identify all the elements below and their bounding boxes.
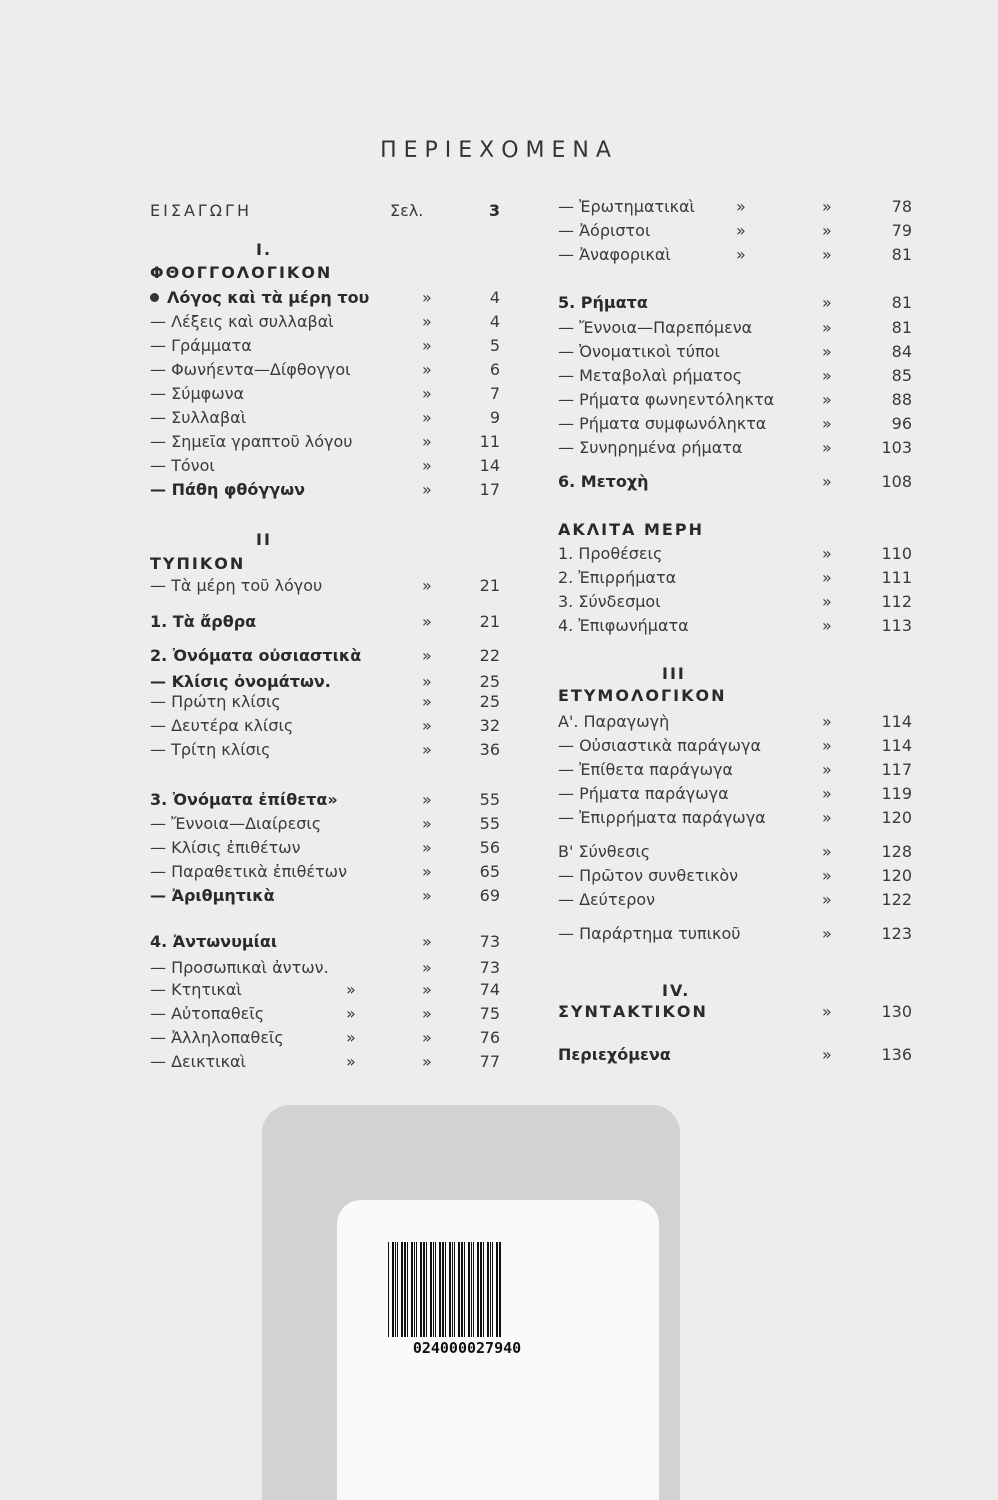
- entry-mid-mark: »: [736, 245, 746, 264]
- entry-raquo: »: [422, 862, 432, 881]
- entry-raquo: »: [822, 712, 832, 731]
- entry-raquo: »: [822, 736, 832, 755]
- entry-title: — Φωνήεντα—Δίφθογγοι: [150, 360, 351, 379]
- entry-raquo: »: [822, 616, 832, 635]
- barcode-bar: [445, 1242, 446, 1337]
- entry-mid-mark: »: [736, 197, 746, 216]
- entry-raquo: »: [422, 692, 432, 711]
- left-entry: [150, 1052, 510, 1074]
- entry-raquo: »: [822, 414, 832, 433]
- entry-raquo: »: [422, 1028, 432, 1047]
- entry-mid-mark: »: [346, 1004, 356, 1023]
- entry-raquo: »: [422, 790, 432, 809]
- entry-title: — Συλλαβαὶ: [150, 408, 247, 427]
- entry-page-number: 74: [479, 980, 500, 999]
- entry-page-number: 4: [489, 288, 500, 307]
- barcode-bar: [473, 1242, 474, 1337]
- entry-raquo: »: [422, 432, 432, 451]
- entry-title: 1. Προθέσεις: [558, 544, 663, 563]
- entry-raquo: »: [822, 197, 832, 216]
- entry-raquo: »: [422, 456, 432, 475]
- left-entry: [150, 958, 510, 980]
- entry-page-number: 110: [881, 544, 912, 563]
- right-entry: [558, 221, 918, 243]
- right-entry: [558, 293, 918, 315]
- entry-page-number: 55: [479, 814, 500, 833]
- entry-raquo: »: [422, 612, 432, 631]
- entry-raquo: »: [422, 1004, 432, 1023]
- entry-raquo: »: [822, 245, 832, 264]
- entry-title: ΙΙΙ: [662, 664, 686, 683]
- right-entry: [558, 390, 918, 412]
- entry-raquo: »: [822, 784, 832, 803]
- entry-title: ΦΘΟΓΓΟΛΟΓΙΚΟΝ: [150, 263, 333, 282]
- right-entry: [558, 197, 918, 219]
- left-entry: [150, 790, 510, 812]
- entry-raquo: »: [822, 221, 832, 240]
- barcode-bar: [407, 1242, 408, 1337]
- barcode-bar: [454, 1242, 455, 1337]
- entry-page-number: 21: [479, 576, 500, 595]
- left-entry: [150, 554, 510, 576]
- left-entry: [150, 1028, 510, 1050]
- right-entry: [558, 686, 918, 708]
- barcode-bar: [496, 1242, 498, 1337]
- barcode-bar: [480, 1242, 482, 1337]
- barcode-bar: [458, 1242, 460, 1337]
- right-entry: [558, 712, 918, 734]
- entry-title: 1. Τὰ ἄρθρα: [150, 612, 257, 631]
- entry-page-number: 81: [891, 293, 912, 312]
- entry-page-number: 56: [479, 838, 500, 857]
- right-entry: [558, 784, 918, 806]
- entry-title: 5. Ρήματα: [558, 293, 648, 312]
- entry-title: — Παραθετικὰ ἐπιθέτων: [150, 862, 348, 881]
- left-entry: [150, 456, 510, 478]
- right-entry: [558, 1002, 918, 1024]
- entry-page-number: 7: [489, 384, 500, 403]
- barcode-bar: [477, 1242, 479, 1337]
- entry-page-number: 123: [881, 924, 912, 943]
- entry-title: — Ἐρωτηματικαὶ: [558, 197, 695, 216]
- entry-title: — Ἔννοια—Παρεπόμενα: [558, 318, 753, 337]
- entry-title: — Τόνοι: [150, 456, 215, 475]
- entry-title: — Ρήματα παράγωγα: [558, 784, 729, 803]
- entry-title: ΤΥΠΙΚΟΝ: [150, 554, 246, 573]
- entry-raquo: »: [422, 360, 432, 379]
- entry-raquo: »: [422, 646, 432, 665]
- entry-page-number: 6: [489, 360, 500, 379]
- entry-raquo: »: [822, 760, 832, 779]
- entry-raquo: »: [422, 740, 432, 759]
- entry-page-number: 108: [881, 472, 912, 491]
- entry-title: — Ρήματα φωνηεντόληκτα: [558, 390, 775, 409]
- entry-page-number: 3: [488, 201, 500, 220]
- entry-title: 2. Ὀνόματα οὐσιαστικὰ: [150, 646, 362, 665]
- entry-title: — Δευτέρα κλίσις: [150, 716, 294, 735]
- left-entry: [150, 932, 510, 954]
- left-entry: [150, 384, 510, 406]
- entry-raquo: »: [422, 886, 432, 905]
- barcode-bar: [401, 1242, 403, 1337]
- left-entry: [150, 408, 510, 430]
- entry-page-number: 114: [881, 736, 912, 755]
- left-entry: [150, 740, 510, 762]
- entry-title: — Ἐπίθετα παράγωγα: [558, 760, 733, 779]
- entry-title: ΕΤΥΜΟΛΟΓΙΚΟΝ: [558, 686, 727, 705]
- entry-raquo: »: [822, 808, 832, 827]
- entry-page-number: 65: [479, 862, 500, 881]
- entry-title: — Πρῶτον συνθετικὸν: [558, 866, 739, 885]
- entry-title: — Πρώτη κλίσις: [150, 692, 281, 711]
- entry-title: ΑΚΛΙΤΑ ΜΕΡΗ: [558, 520, 704, 539]
- entry-mid-mark: »: [346, 1052, 356, 1071]
- right-entry: [558, 342, 918, 364]
- entry-raquo: »: [822, 1045, 832, 1064]
- entry-title: — Σύμφωνα: [150, 384, 245, 403]
- right-entry: [558, 520, 918, 542]
- right-entry: [558, 616, 918, 638]
- left-entry: [150, 838, 510, 860]
- left-entry: [150, 312, 510, 334]
- entry-title: ΙΙ: [256, 530, 272, 549]
- entry-title: — Κλίσις ὀνομάτων.: [150, 672, 331, 691]
- entry-title: — Σημεῖα γραπτοῦ λόγου: [150, 432, 353, 451]
- entry-page-number: 77: [479, 1052, 500, 1071]
- entry-page-number: 75: [479, 1004, 500, 1023]
- barcode-bar: [439, 1242, 441, 1337]
- entry-raquo: »: [822, 438, 832, 457]
- entry-title: — Αὐτοπαθεῖς: [150, 1004, 265, 1023]
- entry-page-number: 73: [479, 932, 500, 951]
- entry-raquo: »: [822, 890, 832, 909]
- entry-raquo: »: [422, 716, 432, 735]
- barcode-bar: [414, 1242, 415, 1337]
- entry-page-number: 117: [881, 760, 912, 779]
- entry-page-number: 112: [881, 592, 912, 611]
- entry-page-number: 120: [881, 866, 912, 885]
- left-entry: [150, 480, 510, 502]
- right-entry: [558, 736, 918, 758]
- barcode-bar: [411, 1242, 413, 1337]
- entry-page-number: 103: [881, 438, 912, 457]
- entry-page-number: 73: [479, 958, 500, 977]
- right-entry: [558, 890, 918, 912]
- entry-title: 3. Σύνδεσμοι: [558, 592, 661, 611]
- barcode-bar: [487, 1242, 489, 1337]
- entry-page-number: 9: [489, 408, 500, 427]
- entry-page-number: 21: [479, 612, 500, 631]
- barcode-bar: [483, 1242, 484, 1337]
- entry-raquo: »: [822, 366, 832, 385]
- entry-title: — Λέξεις καὶ συλλαβαὶ: [150, 312, 334, 331]
- barcode-bar: [452, 1242, 453, 1337]
- barcode-bar: [490, 1242, 491, 1337]
- entry-title: — Ἀλληλοπαθεῖς: [150, 1028, 284, 1047]
- entry-page-number: 128: [881, 842, 912, 861]
- entry-raquo: »: [422, 576, 432, 595]
- barcode-bar: [471, 1242, 472, 1337]
- entry-title: — Κτητικαὶ: [150, 980, 242, 999]
- entry-title: — Πάθη φθόγγων: [150, 480, 306, 499]
- entry-page-number: 36: [479, 740, 500, 759]
- entry-page-number: 85: [891, 366, 912, 385]
- barcode-bar: [435, 1242, 436, 1337]
- barcode-bar: [423, 1242, 425, 1337]
- left-entry: [150, 432, 510, 454]
- barcode-bar: [392, 1242, 394, 1337]
- left-entry: [150, 980, 510, 1002]
- entry-title: — Προσωπικαὶ ἀντων.: [150, 958, 329, 977]
- entry-title: Λόγος καὶ τὰ μέρη του: [167, 288, 370, 307]
- right-entry: [558, 414, 918, 436]
- left-entry: [150, 886, 510, 908]
- entry-mid-mark: Σελ.: [390, 201, 424, 220]
- barcode-number: 024000027940: [412, 1339, 522, 1357]
- right-entry: [558, 981, 918, 1003]
- entry-page-number: 113: [881, 616, 912, 635]
- entry-page-number: 22: [479, 646, 500, 665]
- right-entry: [558, 472, 918, 494]
- entry-page-number: 25: [479, 672, 500, 691]
- entry-raquo: »: [822, 842, 832, 861]
- entry-page-number: 114: [881, 712, 912, 731]
- entry-raquo: »: [822, 472, 832, 491]
- entry-raquo: »: [822, 924, 832, 943]
- entry-title: ΕΙΣΑΓΩΓΗ: [150, 201, 252, 220]
- barcode-bar: [404, 1242, 406, 1337]
- barcode-bar: [416, 1242, 417, 1337]
- entry-title: Β' Σύνθεσις: [558, 842, 651, 861]
- entry-raquo: »: [422, 980, 432, 999]
- entry-title: — Ἔννοια—Διαίρεσις: [150, 814, 322, 833]
- entry-title: — Ἀναφορικαὶ: [558, 245, 671, 264]
- right-entry: [558, 808, 918, 830]
- entry-raquo: »: [822, 1002, 832, 1021]
- entry-title: Περιεχόμενα: [558, 1045, 671, 1064]
- entry-raquo: »: [422, 958, 432, 977]
- entry-raquo: »: [422, 814, 432, 833]
- entry-title: 6. Μετοχὴ: [558, 472, 649, 491]
- entry-raquo: »: [822, 544, 832, 563]
- entry-page-number: 55: [479, 790, 500, 809]
- entry-mid-mark: »: [346, 980, 356, 999]
- left-entry: [150, 716, 510, 738]
- barcode-bar: [492, 1242, 493, 1337]
- barcode-bar: [430, 1242, 432, 1337]
- entry-title: — Τρίτη κλίσις: [150, 740, 271, 759]
- bullet-icon: [150, 293, 159, 302]
- barcode-bar: [397, 1242, 398, 1337]
- entry-raquo: »: [422, 1052, 432, 1071]
- barcode-bar: [499, 1242, 501, 1337]
- entry-title: 3. Ὀνόματα ἐπίθετα»: [150, 790, 338, 809]
- entry-raquo: »: [822, 342, 832, 361]
- entry-page-number: 78: [891, 197, 912, 216]
- entry-raquo: »: [422, 838, 432, 857]
- entry-page-number: 130: [881, 1002, 912, 1021]
- left-entry: [150, 814, 510, 836]
- entry-title: — Κλίσις ἐπιθέτων: [150, 838, 301, 857]
- entry-page-number: 81: [891, 245, 912, 264]
- entry-mid-mark: »: [736, 221, 746, 240]
- entry-raquo: »: [422, 672, 432, 691]
- right-entry: [558, 842, 918, 864]
- entry-title: — Ἀόριστοι: [558, 221, 651, 240]
- left-entry: [150, 1004, 510, 1026]
- entry-title: — Τὰ μέρη τοῦ λόγου: [150, 576, 323, 595]
- entry-title: — Συνηρημένα ρήματα: [558, 438, 743, 457]
- entry-page-number: 14: [479, 456, 500, 475]
- entry-title: Ι.: [256, 240, 273, 259]
- entry-title: 2. Ἐπιρρήματα: [558, 568, 677, 587]
- right-entry: [558, 866, 918, 888]
- entry-page-number: 84: [891, 342, 912, 361]
- entry-title: — Γράμματα: [150, 336, 252, 355]
- entry-raquo: »: [822, 390, 832, 409]
- left-entry: [150, 201, 510, 223]
- entry-page-number: 11: [479, 432, 500, 451]
- entry-page-number: 111: [881, 568, 912, 587]
- left-entry: [150, 862, 510, 884]
- entry-raquo: »: [422, 312, 432, 331]
- entry-mid-mark: »: [346, 1028, 356, 1047]
- barcode-bar: [461, 1242, 463, 1337]
- right-entry: [558, 544, 918, 566]
- entry-title: — Δεικτικαὶ: [150, 1052, 246, 1071]
- entry-page-number: 136: [881, 1045, 912, 1064]
- left-entry: [150, 646, 510, 668]
- entry-title: — Δεύτερον: [558, 890, 656, 909]
- entry-title: — Παράρτημα τυπικοῦ: [558, 924, 741, 943]
- barcode-bar: [426, 1242, 427, 1337]
- right-entry: [558, 760, 918, 782]
- entry-title: — Μεταβολαὶ ρήματος: [558, 366, 743, 385]
- left-entry: [150, 530, 510, 552]
- entry-page-number: 119: [881, 784, 912, 803]
- entry-page-number: 4: [489, 312, 500, 331]
- entry-raquo: »: [822, 318, 832, 337]
- entry-raquo: »: [422, 336, 432, 355]
- entry-raquo: »: [422, 932, 432, 951]
- barcode-bar: [442, 1242, 444, 1337]
- entry-page-number: 32: [479, 716, 500, 735]
- entry-title: ΣΥΝΤΑΚΤΙΚΟΝ: [558, 1002, 708, 1021]
- entry-page-number: 76: [479, 1028, 500, 1047]
- entry-raquo: »: [422, 288, 432, 307]
- entry-page-number: 96: [891, 414, 912, 433]
- entry-raquo: »: [422, 480, 432, 499]
- barcode-bar: [449, 1242, 451, 1337]
- right-entry: [558, 318, 918, 340]
- barcode-bar: [388, 1242, 389, 1337]
- entry-page-number: 25: [479, 692, 500, 711]
- right-entry: [558, 438, 918, 460]
- entry-title: — Οὐσιαστικὰ παράγωγα: [558, 736, 762, 755]
- entry-page-number: 81: [891, 318, 912, 337]
- left-entry: [150, 692, 510, 714]
- right-entry: [558, 924, 918, 946]
- entry-title: — Ἀριθμητικὰ: [150, 886, 275, 905]
- right-entry: [558, 592, 918, 614]
- left-entry: [150, 240, 510, 262]
- barcode-bar: [395, 1242, 396, 1337]
- entry-raquo: »: [422, 408, 432, 427]
- left-entry: [150, 360, 510, 382]
- right-entry: [558, 568, 918, 590]
- right-entry: [558, 1045, 918, 1067]
- barcode-bar: [433, 1242, 434, 1337]
- entry-title: 4. Ἀντωνυμίαι: [150, 932, 278, 951]
- entry-raquo: »: [822, 592, 832, 611]
- barcode-bar: [468, 1242, 470, 1337]
- barcode-bar: [464, 1242, 465, 1337]
- right-entry: [558, 664, 918, 686]
- entry-page-number: 88: [891, 390, 912, 409]
- page-title: ΠΕΡΙΕΧΟΜΕΝΑ: [380, 138, 618, 163]
- entry-page-number: 120: [881, 808, 912, 827]
- entry-raquo: »: [822, 568, 832, 587]
- entry-title: 4. Ἐπιφωνήματα: [558, 616, 689, 635]
- barcode-image: [386, 1242, 548, 1337]
- entry-page-number: 17: [479, 480, 500, 499]
- left-entry: [150, 672, 510, 694]
- entry-title: — Ὀνοματικοὶ τύποι: [558, 342, 720, 361]
- entry-page-number: 79: [891, 221, 912, 240]
- left-entry: [150, 576, 510, 598]
- right-entry: [558, 366, 918, 388]
- entry-raquo: »: [822, 293, 832, 312]
- entry-raquo: »: [422, 384, 432, 403]
- left-entry: [150, 288, 510, 310]
- entry-title: — Ἐπιρρήματα παράγωγα: [558, 808, 766, 827]
- entry-page-number: 5: [489, 336, 500, 355]
- entry-title: ΙV.: [662, 981, 691, 1000]
- right-entry: [558, 245, 918, 267]
- left-entry: [150, 612, 510, 634]
- entry-page-number: 69: [479, 886, 500, 905]
- left-entry: [150, 263, 510, 285]
- left-entry: [150, 336, 510, 358]
- entry-page-number: 122: [881, 890, 912, 909]
- barcode-bar: [420, 1242, 422, 1337]
- entry-title: — Ρήματα συμφωνόληκτα: [558, 414, 767, 433]
- entry-raquo: »: [822, 866, 832, 885]
- entry-title: Α'. Παραγωγὴ: [558, 712, 670, 731]
